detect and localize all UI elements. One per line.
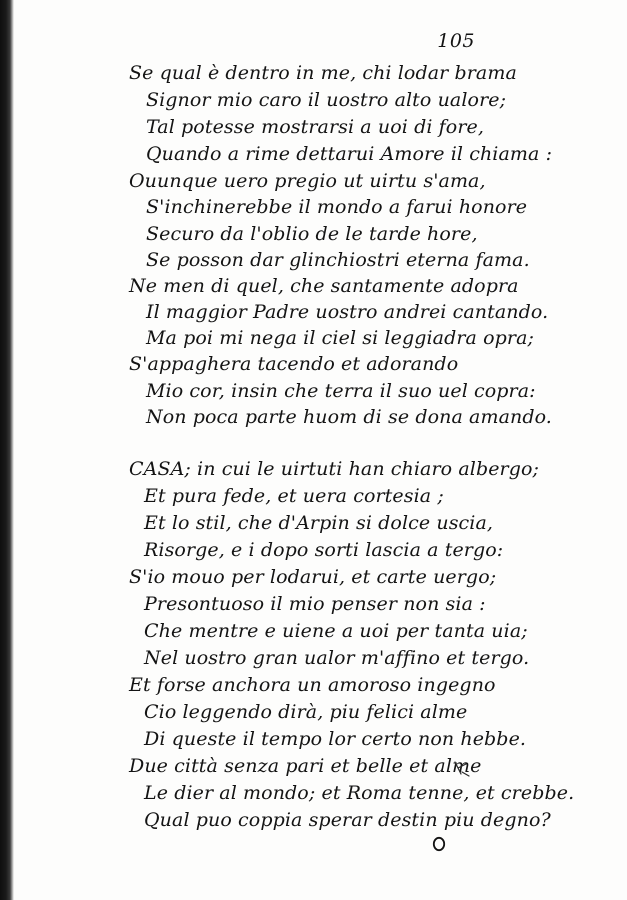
poem-line: Tal potesse mostrarsi a uoi di fore,: [146, 116, 484, 138]
poem-line: Il maggior Padre uostro andrei cantando.: [146, 301, 549, 323]
page-number: 105: [437, 30, 475, 52]
poem-line: Non poca parte huom di se dona amando.: [146, 406, 552, 428]
poem-line: Se posson dar glinchiostri eterna fama.: [146, 249, 530, 271]
catchword-letter-icon: [432, 836, 446, 852]
poem-line: CASA; in cui le uirtuti han chiaro albergo;: [129, 458, 540, 480]
poem-line: Ma poi mi nega il ciel si leggiadra opra;: [146, 327, 534, 349]
poem-line: Di queste il tempo lor certo non hebbe.: [144, 728, 527, 750]
poem-line: Et pura fede, et uera cortesia ;: [144, 485, 444, 507]
poem-line: Presontuoso il mio penser non sia :: [144, 593, 486, 615]
poem-line: Mio cor, insin che terra il suo uel copra:: [146, 380, 536, 402]
poem-line: S'io mouo per lodarui, et carte uergo;: [129, 566, 497, 588]
poem-line: Securo da l'oblio de le tarde hore,: [146, 223, 478, 245]
poem-line: Le dier al mondo; et Roma tenne, et crebbe.: [144, 782, 575, 804]
poem-line: Se qual è dentro in me, chi lodar brama: [129, 62, 517, 84]
poem-line: Ne men di quel, che santamente adopra: [129, 275, 519, 297]
poem-line: Et lo stil, che d'Arpin si dolce uscia,: [144, 512, 494, 534]
ink-mark-icon: [452, 758, 472, 780]
poem-line: Quando a rime dettarui Amore il chiama :: [146, 143, 553, 165]
book-spine-shadow: [0, 0, 14, 900]
poem-line: Qual puo coppia sperar destin piu degno?: [144, 809, 551, 831]
poem-line: S'appaghera tacendo et adorando: [129, 353, 459, 375]
poem-line: Risorge, e i dopo sorti lascia a tergo:: [144, 539, 504, 561]
poem-line: S'inchinerebbe il mondo a farui honore: [146, 196, 528, 218]
poem-line: Signor mio caro il uostro alto ualore;: [146, 89, 507, 111]
poem-line: Nel uostro gran ualor m'affino et tergo.: [144, 647, 530, 669]
poem-line: Et forse anchora un amoroso ingegno: [129, 674, 496, 696]
poem-line: Ouunque uero pregio ut uirtu s'ama,: [129, 170, 486, 192]
poem-line: Cio leggendo dirà, piu felici alme: [144, 701, 468, 723]
poem-line: Due città senza pari et belle et alme: [129, 755, 482, 777]
poem-line: Che mentre e uiene a uoi per tanta uia;: [144, 620, 528, 642]
